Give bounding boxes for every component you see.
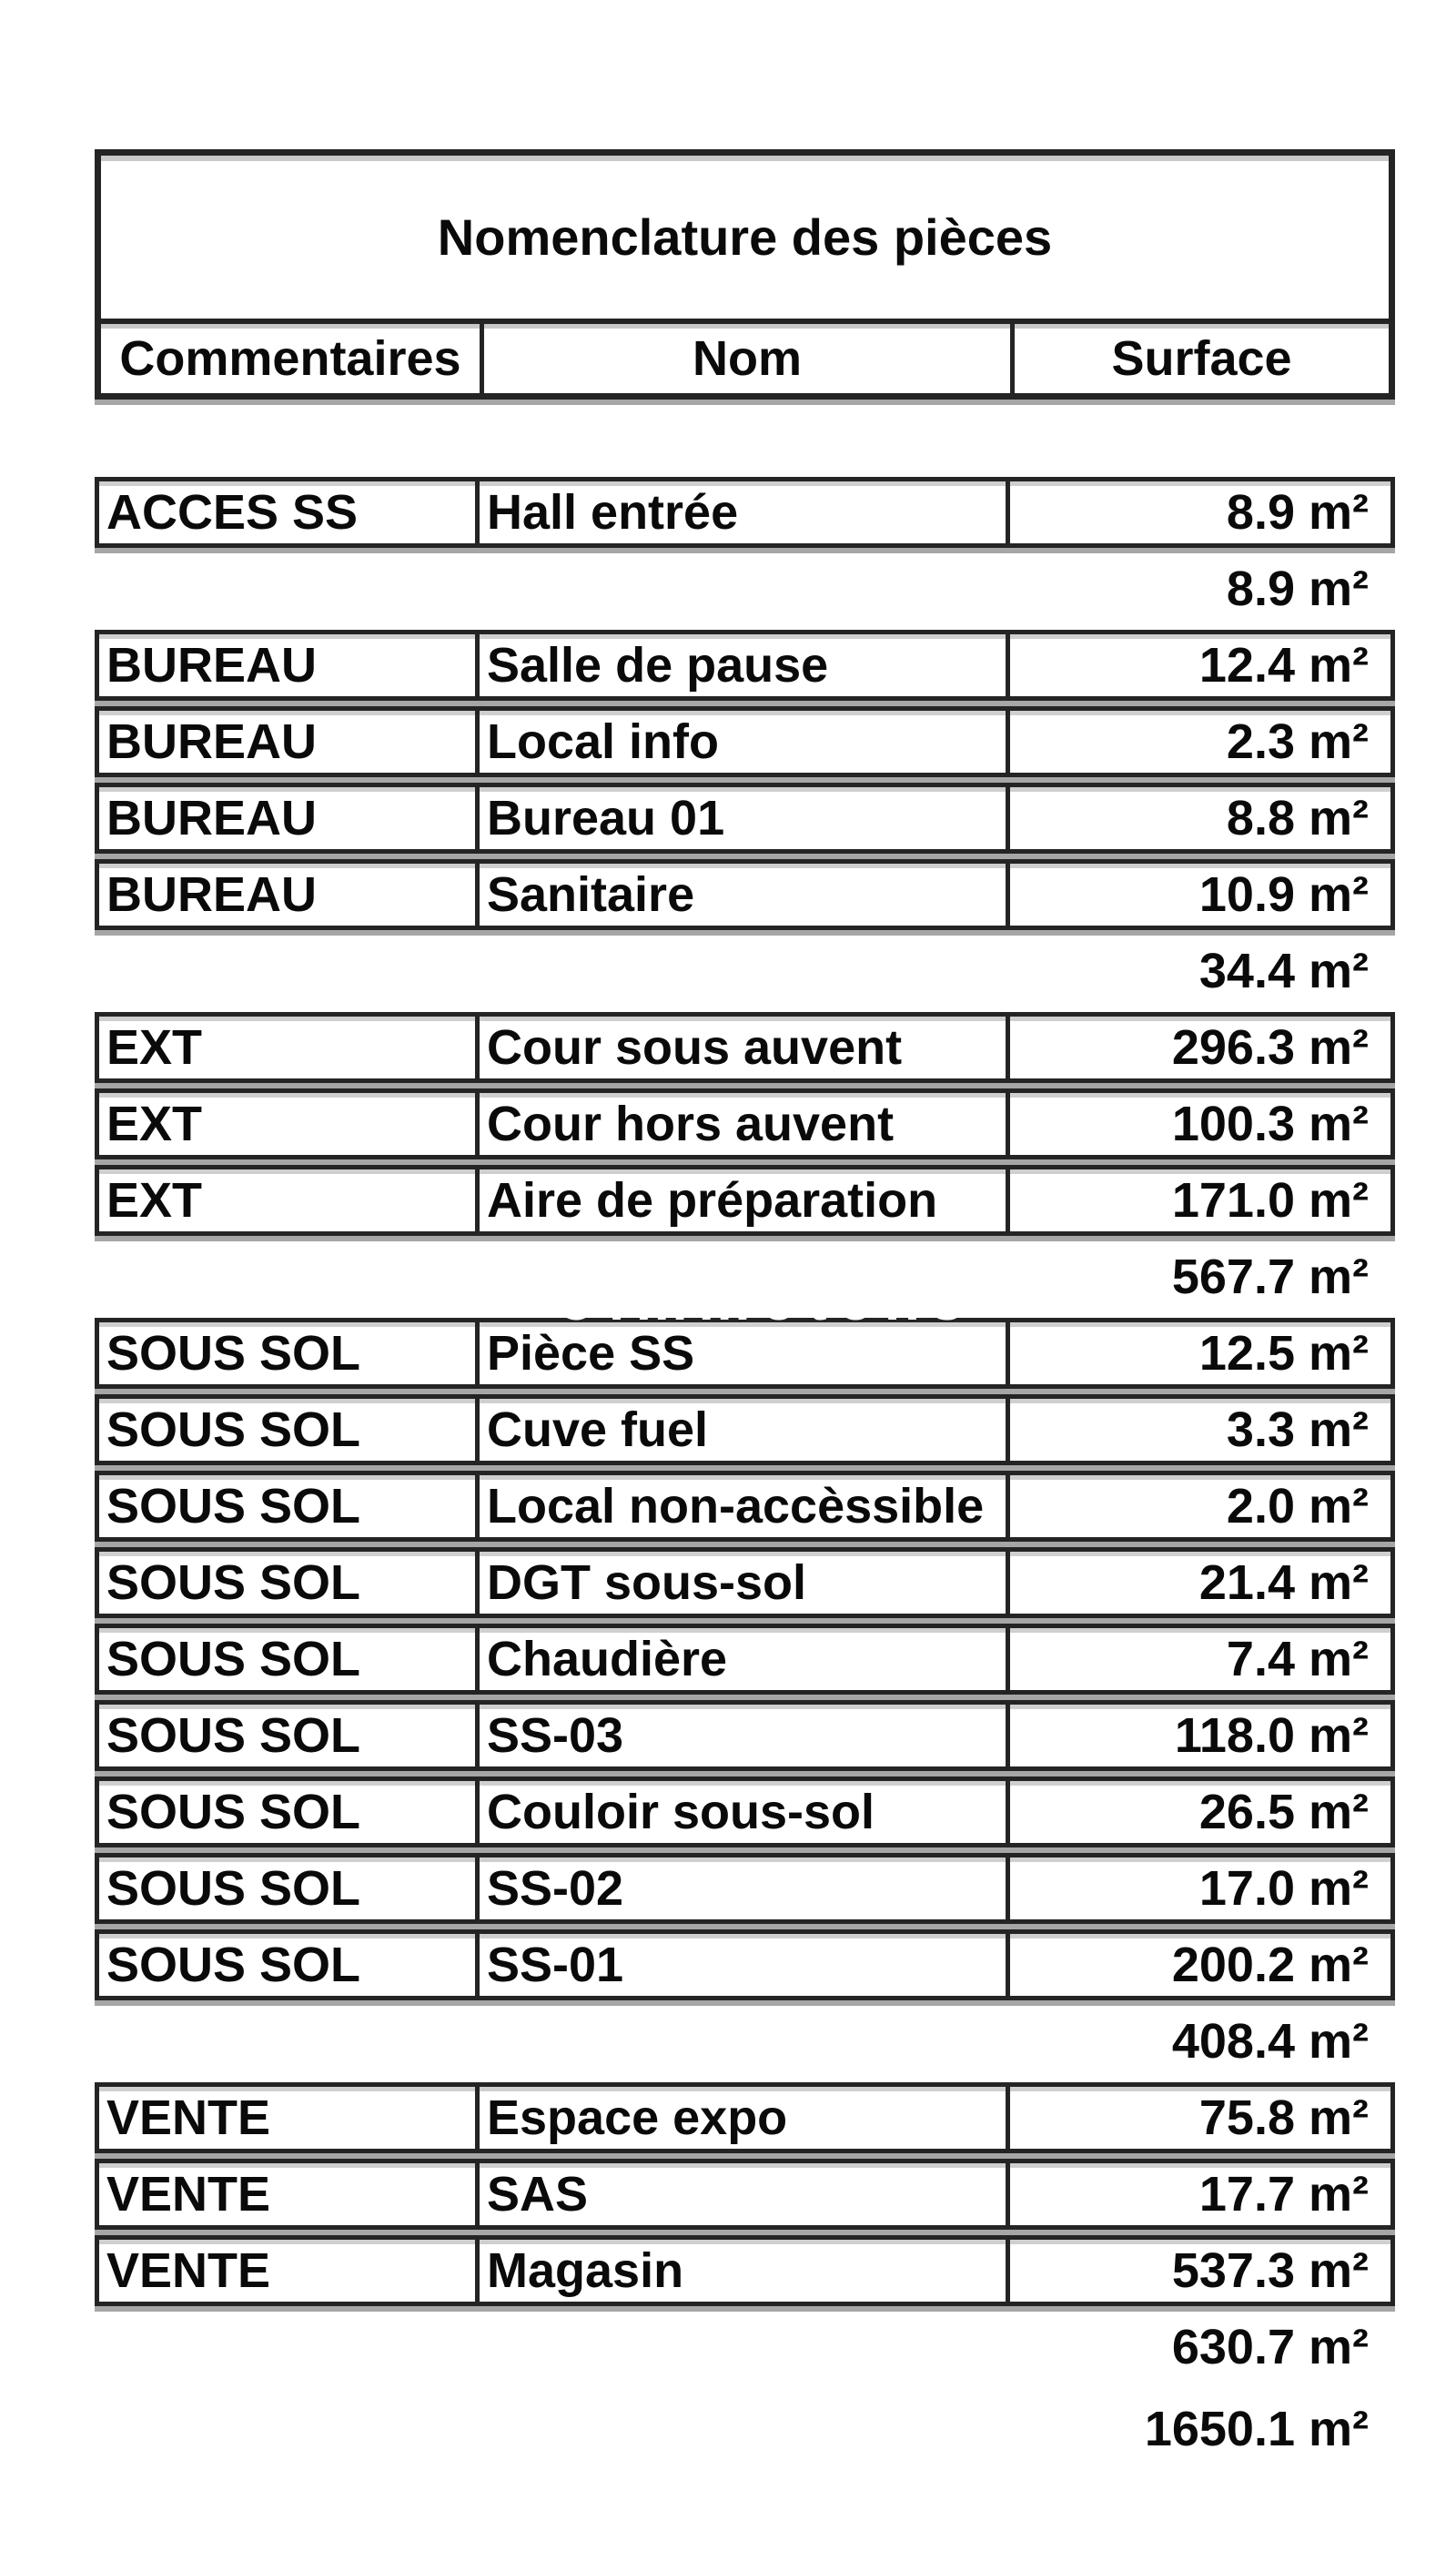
table-row bbox=[95, 2159, 1395, 2230]
commentaires-cell: SOUS SOL bbox=[99, 1399, 480, 1461]
surface-cell: 200.2 m² bbox=[1171, 1938, 1369, 1992]
surface-cell: 2.0 m² bbox=[1226, 1479, 1369, 1533]
table-row bbox=[95, 2082, 1395, 2153]
commentaires-cell: ACCES SS bbox=[99, 481, 480, 543]
column-header-nom: Nom bbox=[484, 324, 1015, 393]
table-row bbox=[95, 1088, 1395, 1159]
table-row bbox=[95, 1318, 1395, 1389]
section-sous-sol bbox=[95, 1318, 1395, 2077]
commentaires-cell: EXT bbox=[99, 1093, 480, 1155]
commentaires-cell: SOUS SOL bbox=[99, 1705, 480, 1766]
surface-cell: 12.4 m² bbox=[1198, 638, 1369, 693]
watermark-overlay-text: ©immotons bbox=[554, 1267, 975, 1332]
table-row bbox=[95, 1776, 1395, 1847]
surface-cell: 100.3 m² bbox=[1171, 1097, 1369, 1151]
commentaires-cell: VENTE bbox=[99, 2163, 480, 2225]
nom-cell: Local non-accèssible bbox=[480, 1475, 1010, 1537]
nom-cell: SS-01 bbox=[480, 1934, 1010, 1996]
nom-cell: SS-02 bbox=[480, 1857, 1010, 1919]
room-schedule-table bbox=[95, 149, 1395, 2470]
table-row bbox=[95, 1471, 1395, 1542]
column-header-commentaires: Commentaires bbox=[101, 324, 484, 393]
nom-cell: Espace expo bbox=[480, 2087, 1010, 2149]
table-row bbox=[95, 859, 1395, 930]
commentaires-cell: BUREAU bbox=[99, 864, 480, 926]
commentaires-cell: EXT bbox=[99, 1017, 480, 1078]
surface-cell: 296.3 m² bbox=[1171, 1020, 1369, 1075]
commentaires-cell: SOUS SOL bbox=[99, 1475, 480, 1537]
nom-cell: DGT sous-sol bbox=[480, 1552, 1010, 1614]
table-row bbox=[95, 1165, 1395, 1236]
table-row bbox=[95, 783, 1395, 854]
surface-cell: 7.4 m² bbox=[1226, 1632, 1369, 1686]
surface-cell: 12.5 m² bbox=[1198, 1326, 1369, 1381]
header-body-gap bbox=[95, 400, 1395, 477]
nom-cell: Couloir sous-sol bbox=[480, 1781, 1010, 1843]
section-vente bbox=[95, 2082, 1395, 2383]
nom-cell: Hall entrée bbox=[480, 481, 1010, 543]
commentaires-cell: BUREAU bbox=[99, 787, 480, 849]
nom-cell: Pièce SS bbox=[480, 1322, 1010, 1384]
nom-cell: Aire de préparation bbox=[480, 1169, 1010, 1231]
nom-cell: Sanitaire bbox=[480, 864, 1010, 926]
surface-cell: 171.0 m² bbox=[1171, 1173, 1369, 1228]
surface-cell: 3.3 m² bbox=[1226, 1402, 1369, 1457]
surface-cell: 537.3 m² bbox=[1171, 2243, 1369, 2298]
table-row bbox=[95, 1012, 1395, 1083]
commentaires-cell: SOUS SOL bbox=[99, 1552, 480, 1614]
commentaires-cell: BUREAU bbox=[99, 634, 480, 696]
nom-cell: Cour hors auvent bbox=[480, 1093, 1010, 1155]
nom-cell: SAS bbox=[480, 2163, 1010, 2225]
table-row bbox=[95, 1547, 1395, 1618]
nom-cell: Cuve fuel bbox=[480, 1399, 1010, 1461]
nom-cell: Bureau 01 bbox=[480, 787, 1010, 849]
section-subtotal: 34.4 m² bbox=[1198, 944, 1369, 998]
section-bureau bbox=[95, 630, 1395, 1007]
table-row bbox=[95, 477, 1395, 548]
section-acces-ss bbox=[95, 477, 1395, 624]
nom-cell: Salle de pause bbox=[480, 634, 1010, 696]
nom-cell: Cour sous auvent bbox=[480, 1017, 1010, 1078]
column-header-surface: Surface bbox=[1111, 331, 1292, 386]
commentaires-cell: EXT bbox=[99, 1169, 480, 1231]
table-row bbox=[95, 706, 1395, 777]
section-subtotal: 630.7 m² bbox=[1171, 2320, 1369, 2374]
grand-total: 1650.1 m² bbox=[1144, 2402, 1369, 2456]
surface-cell: 10.9 m² bbox=[1198, 867, 1369, 922]
table-row bbox=[95, 1929, 1395, 2000]
table-title: Nomenclature des pièces bbox=[437, 208, 1053, 266]
surface-cell: 21.4 m² bbox=[1198, 1555, 1369, 1610]
table-row bbox=[95, 630, 1395, 701]
nom-cell: Chaudière bbox=[480, 1628, 1010, 1690]
surface-cell: 118.0 m² bbox=[1174, 1708, 1369, 1763]
commentaires-cell: SOUS SOL bbox=[99, 1322, 480, 1384]
commentaires-cell: VENTE bbox=[99, 2240, 480, 2302]
nom-cell: Local info bbox=[480, 711, 1010, 773]
nom-cell: Magasin bbox=[480, 2240, 1010, 2302]
column-header-row bbox=[101, 319, 1389, 393]
table-row bbox=[95, 2235, 1395, 2306]
table-row bbox=[95, 1700, 1395, 1771]
commentaires-cell: SOUS SOL bbox=[99, 1628, 480, 1690]
surface-cell: 17.7 m² bbox=[1198, 2167, 1369, 2222]
section-subtotal: 8.9 m² bbox=[1226, 562, 1369, 616]
table-header-block bbox=[95, 149, 1395, 400]
surface-cell: 8.8 m² bbox=[1226, 791, 1369, 845]
commentaires-cell: VENTE bbox=[99, 2087, 480, 2149]
section-ext bbox=[95, 1012, 1395, 1312]
surface-cell: 2.3 m² bbox=[1226, 714, 1369, 769]
table-row bbox=[95, 1394, 1395, 1465]
commentaires-cell: SOUS SOL bbox=[99, 1857, 480, 1919]
nom-cell: SS-03 bbox=[480, 1705, 1010, 1766]
surface-cell: 75.8 m² bbox=[1198, 2090, 1369, 2145]
section-subtotal: 408.4 m² bbox=[1171, 2014, 1369, 2069]
surface-cell: 26.5 m² bbox=[1198, 1785, 1369, 1839]
table-row bbox=[95, 1853, 1395, 1924]
surface-cell: 17.0 m² bbox=[1198, 1861, 1369, 1916]
surface-cell: 8.9 m² bbox=[1226, 485, 1369, 540]
commentaires-cell: SOUS SOL bbox=[99, 1934, 480, 1996]
commentaires-cell: SOUS SOL bbox=[99, 1781, 480, 1843]
commentaires-cell: BUREAU bbox=[99, 711, 480, 773]
table-row bbox=[95, 1624, 1395, 1695]
section-subtotal: 567.7 m² bbox=[1171, 1250, 1369, 1304]
